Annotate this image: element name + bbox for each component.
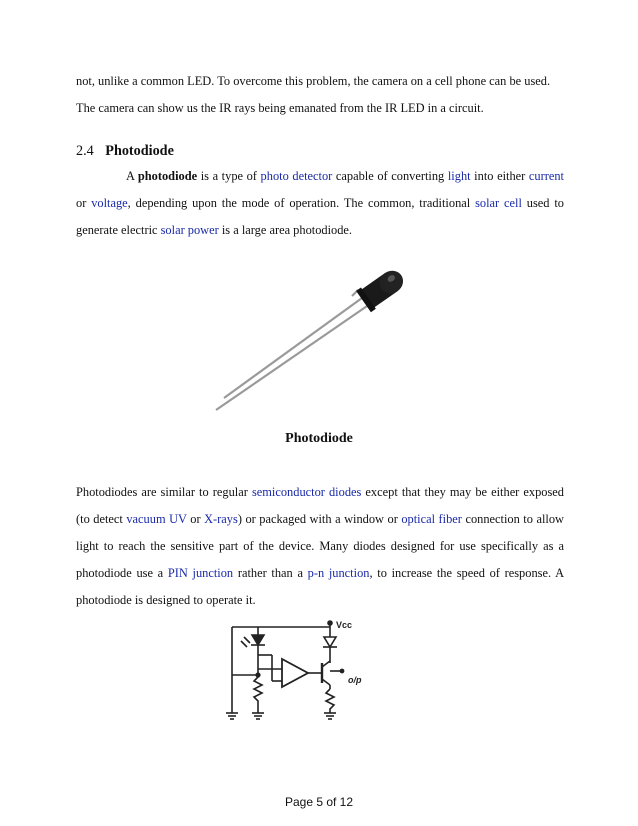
photodiode-definition-paragraph [76,163,564,244]
photodiode-symbol [252,635,264,645]
text-run: , depending upon the mode of operation. The common, traditional [127,196,476,210]
text-run: used to generate electric [76,196,564,237]
output-label: o/p [348,675,362,685]
text-run: is a large area photodiode. [218,223,353,237]
text-run: or [76,196,92,210]
text-run: rather than a [233,566,308,580]
lead-right [216,304,370,410]
bold-term: photodiode [137,169,198,183]
photodiode-image [212,258,412,416]
link-pn-junction[interactable]: p-n junction [307,566,370,580]
link-x-rays[interactable]: X-rays [204,512,238,526]
text-run: capable of converting [332,169,448,183]
section-number: 2.4 [76,143,94,159]
link-voltage[interactable]: voltage [91,196,128,210]
link-current[interactable]: current [528,169,564,183]
text-run: connection to allow light to reach the sensitive part of the device. Many diodes designed for use specifically as a photodiode use a [76,512,564,580]
text-run: is a type of [197,169,261,183]
link-light[interactable]: light [447,169,471,183]
link-photo-detector[interactable]: photo detector [260,169,333,183]
text-run: Photodiodes are similar to regular [76,485,252,499]
link-pin-junction[interactable]: PIN junction [167,566,234,580]
photodiode-circuit-diagram [222,615,382,723]
intro-line-1: not, unlike a common LED. To overcome this problem, the camera on a cell phone can be used. [76,74,551,88]
section-heading [76,143,174,160]
photodiode-body [356,265,409,313]
intro-paragraph [76,68,564,122]
op-amp [282,659,308,687]
text-run: or [186,512,205,526]
photodiode-description-paragraph [76,479,564,614]
text-run: , to increase the speed of response. A photodiode is designed to operate it. [76,566,565,607]
figure-caption: Photodiode [285,431,353,446]
page-number: Page 5 of 12 [284,795,354,809]
link-semiconductor-diodes[interactable]: semiconductor diodes [251,485,362,499]
section-title: Photodiode [105,143,174,159]
text-run: ) or packaged with a window or [237,512,402,526]
intro-line-2: The camera can show us the IR rays being emanated from the IR LED in a circuit. [76,101,484,115]
led-symbol [324,637,336,647]
link-solar-cell[interactable]: solar cell [475,196,522,210]
text-run: into either [470,169,529,183]
resistor [254,677,262,713]
link-optical-fiber[interactable]: optical fiber [401,512,462,526]
text-run: except that they may be either exposed (to detect [76,485,564,526]
vcc-label: Vcc [336,620,353,630]
link-vacuum-uv[interactable]: vacuum UV [126,512,187,526]
text-run: A [126,169,138,183]
lead-left [224,298,362,398]
link-solar-power[interactable]: solar power [160,223,219,237]
